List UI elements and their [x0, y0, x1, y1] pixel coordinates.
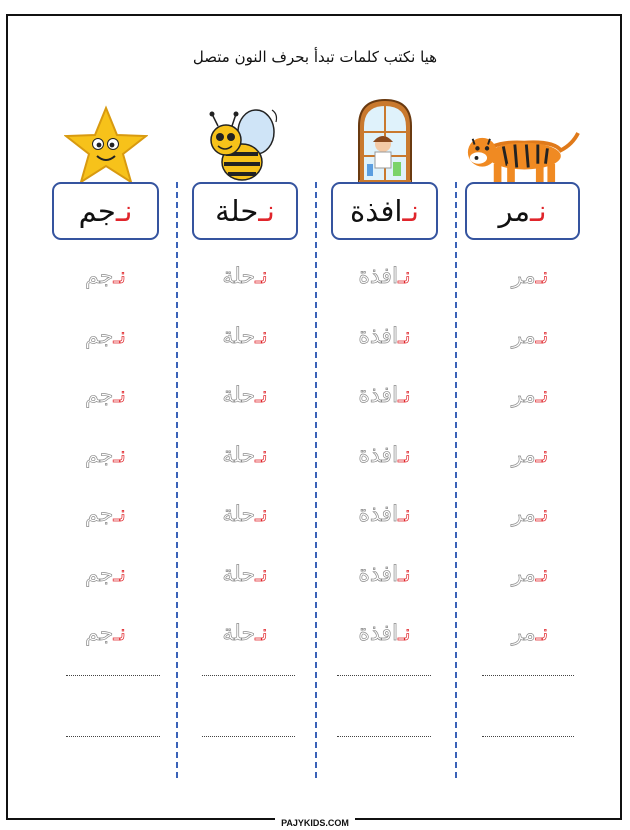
- trace-word: [331, 485, 438, 545]
- trace-rest: مر: [511, 502, 536, 528]
- trace-first-letter: نـ: [398, 561, 411, 587]
- trace-word: [52, 545, 159, 605]
- trace-rest: حلة: [222, 442, 256, 468]
- trace-word: [52, 485, 159, 545]
- trace-word: [331, 366, 438, 426]
- blank-writing-line[interactable]: [337, 736, 431, 737]
- trace-rest: جم: [85, 323, 114, 349]
- word-rest: جم: [78, 194, 116, 228]
- trace-rest: مر: [511, 621, 536, 647]
- trace-rest: حلة: [222, 502, 256, 528]
- trace-word: [192, 604, 298, 664]
- trace-rest: جم: [85, 621, 114, 647]
- trace-rest: افذة: [358, 264, 399, 290]
- trace-rest: جم: [85, 264, 114, 290]
- word-column-bee: [192, 96, 298, 240]
- trace-rest: حلة: [222, 264, 256, 290]
- trace-first-letter: نـ: [535, 502, 549, 528]
- trace-rest: حلة: [222, 323, 256, 349]
- trace-first-letter: نـ: [398, 264, 411, 290]
- blank-writing-line[interactable]: [66, 736, 160, 737]
- blank-writing-line[interactable]: [202, 675, 295, 676]
- word-first-letter: نـ: [402, 194, 419, 228]
- word-card-najm: [52, 182, 159, 240]
- trace-rest: مر: [511, 264, 536, 290]
- trace-rest: مر: [511, 383, 536, 409]
- column-divider: [455, 182, 457, 778]
- trace-word: [331, 604, 438, 664]
- trace-first-letter: نـ: [113, 442, 126, 468]
- trace-first-letter: نـ: [398, 383, 411, 409]
- trace-rest: افذة: [358, 561, 399, 587]
- blank-writing-line[interactable]: [482, 736, 574, 737]
- trace-first-letter: نـ: [398, 621, 411, 647]
- star-icon: [52, 96, 159, 188]
- tiger-icon: [465, 96, 580, 188]
- trace-rest: افذة: [358, 442, 399, 468]
- trace-first-letter: نـ: [255, 561, 268, 587]
- trace-first-letter: نـ: [535, 264, 549, 290]
- trace-word: [192, 545, 298, 605]
- column-divider: [315, 182, 317, 778]
- trace-word: [465, 247, 595, 307]
- word-column-tiger: [465, 96, 580, 240]
- word-card-nahla: [192, 182, 298, 240]
- word-rest: حلة: [215, 194, 259, 228]
- trace-first-letter: نـ: [113, 561, 126, 587]
- trace-first-letter: نـ: [398, 502, 411, 528]
- trace-first-letter: نـ: [255, 264, 268, 290]
- trace-word: [465, 485, 595, 545]
- trace-word: [331, 545, 438, 605]
- trace-word: [192, 426, 298, 486]
- column-divider: [176, 182, 178, 778]
- trace-word: [192, 307, 298, 367]
- trace-rest: حلة: [222, 383, 256, 409]
- trace-rest: افذة: [358, 621, 399, 647]
- trace-word: [52, 604, 159, 664]
- trace-rest: حلة: [222, 621, 256, 647]
- trace-rest: مر: [511, 323, 536, 349]
- blank-writing-line[interactable]: [66, 675, 160, 676]
- trace-first-letter: نـ: [113, 264, 126, 290]
- trace-rest: افذة: [358, 502, 399, 528]
- word-first-letter: نـ: [258, 194, 275, 228]
- trace-rest: جم: [85, 383, 114, 409]
- trace-rest: مر: [511, 561, 536, 587]
- word-column-star: [52, 96, 159, 240]
- trace-first-letter: نـ: [535, 561, 549, 587]
- window-girl-icon: [331, 96, 438, 188]
- trace-rest: حلة: [222, 561, 256, 587]
- trace-first-letter: نـ: [255, 442, 268, 468]
- bee-icon: [192, 96, 298, 188]
- blank-writing-line[interactable]: [202, 736, 295, 737]
- trace-rest: افذة: [358, 323, 399, 349]
- trace-word: [192, 247, 298, 307]
- trace-word: [465, 426, 595, 486]
- trace-first-letter: نـ: [255, 502, 268, 528]
- trace-first-letter: نـ: [398, 442, 411, 468]
- word-card-nafidha: [331, 182, 438, 240]
- trace-first-letter: نـ: [113, 502, 126, 528]
- blank-writing-line[interactable]: [482, 675, 574, 676]
- trace-first-letter: نـ: [535, 383, 549, 409]
- trace-first-letter: نـ: [255, 383, 268, 409]
- word-first-letter: نـ: [529, 194, 547, 228]
- trace-rest: جم: [85, 502, 114, 528]
- trace-first-letter: نـ: [113, 621, 126, 647]
- footer-credit: [0, 811, 630, 830]
- trace-rest: افذة: [358, 383, 399, 409]
- trace-word: [465, 545, 595, 605]
- blank-writing-line[interactable]: [337, 675, 431, 676]
- trace-first-letter: نـ: [535, 442, 549, 468]
- trace-rest: جم: [85, 442, 114, 468]
- word-column-window: [331, 96, 438, 240]
- trace-first-letter: نـ: [398, 323, 411, 349]
- word-card-nimr: [465, 182, 580, 240]
- trace-word: [192, 366, 298, 426]
- trace-word: [465, 366, 595, 426]
- trace-rest: جم: [85, 561, 114, 587]
- footer-site: PAJYKIDS.COM: [275, 818, 355, 828]
- trace-word: [52, 247, 159, 307]
- trace-word: [331, 307, 438, 367]
- word-rest: افذة: [350, 194, 403, 228]
- trace-first-letter: نـ: [255, 621, 268, 647]
- word-rest: مر: [498, 194, 530, 228]
- trace-rest: مر: [511, 442, 536, 468]
- trace-first-letter: نـ: [535, 621, 549, 647]
- trace-word: [465, 307, 595, 367]
- trace-first-letter: نـ: [113, 383, 126, 409]
- trace-word: [52, 307, 159, 367]
- worksheet-instruction: هيا نكتب كلمات تبدأ بحرف النون متصل: [192, 48, 438, 66]
- trace-first-letter: نـ: [255, 323, 268, 349]
- trace-word: [192, 485, 298, 545]
- word-first-letter: نـ: [115, 194, 133, 228]
- trace-word: [52, 426, 159, 486]
- trace-first-letter: نـ: [113, 323, 126, 349]
- trace-first-letter: نـ: [535, 323, 549, 349]
- trace-word: [331, 426, 438, 486]
- trace-word: [465, 604, 595, 664]
- trace-word: [52, 366, 159, 426]
- trace-word: [331, 247, 438, 307]
